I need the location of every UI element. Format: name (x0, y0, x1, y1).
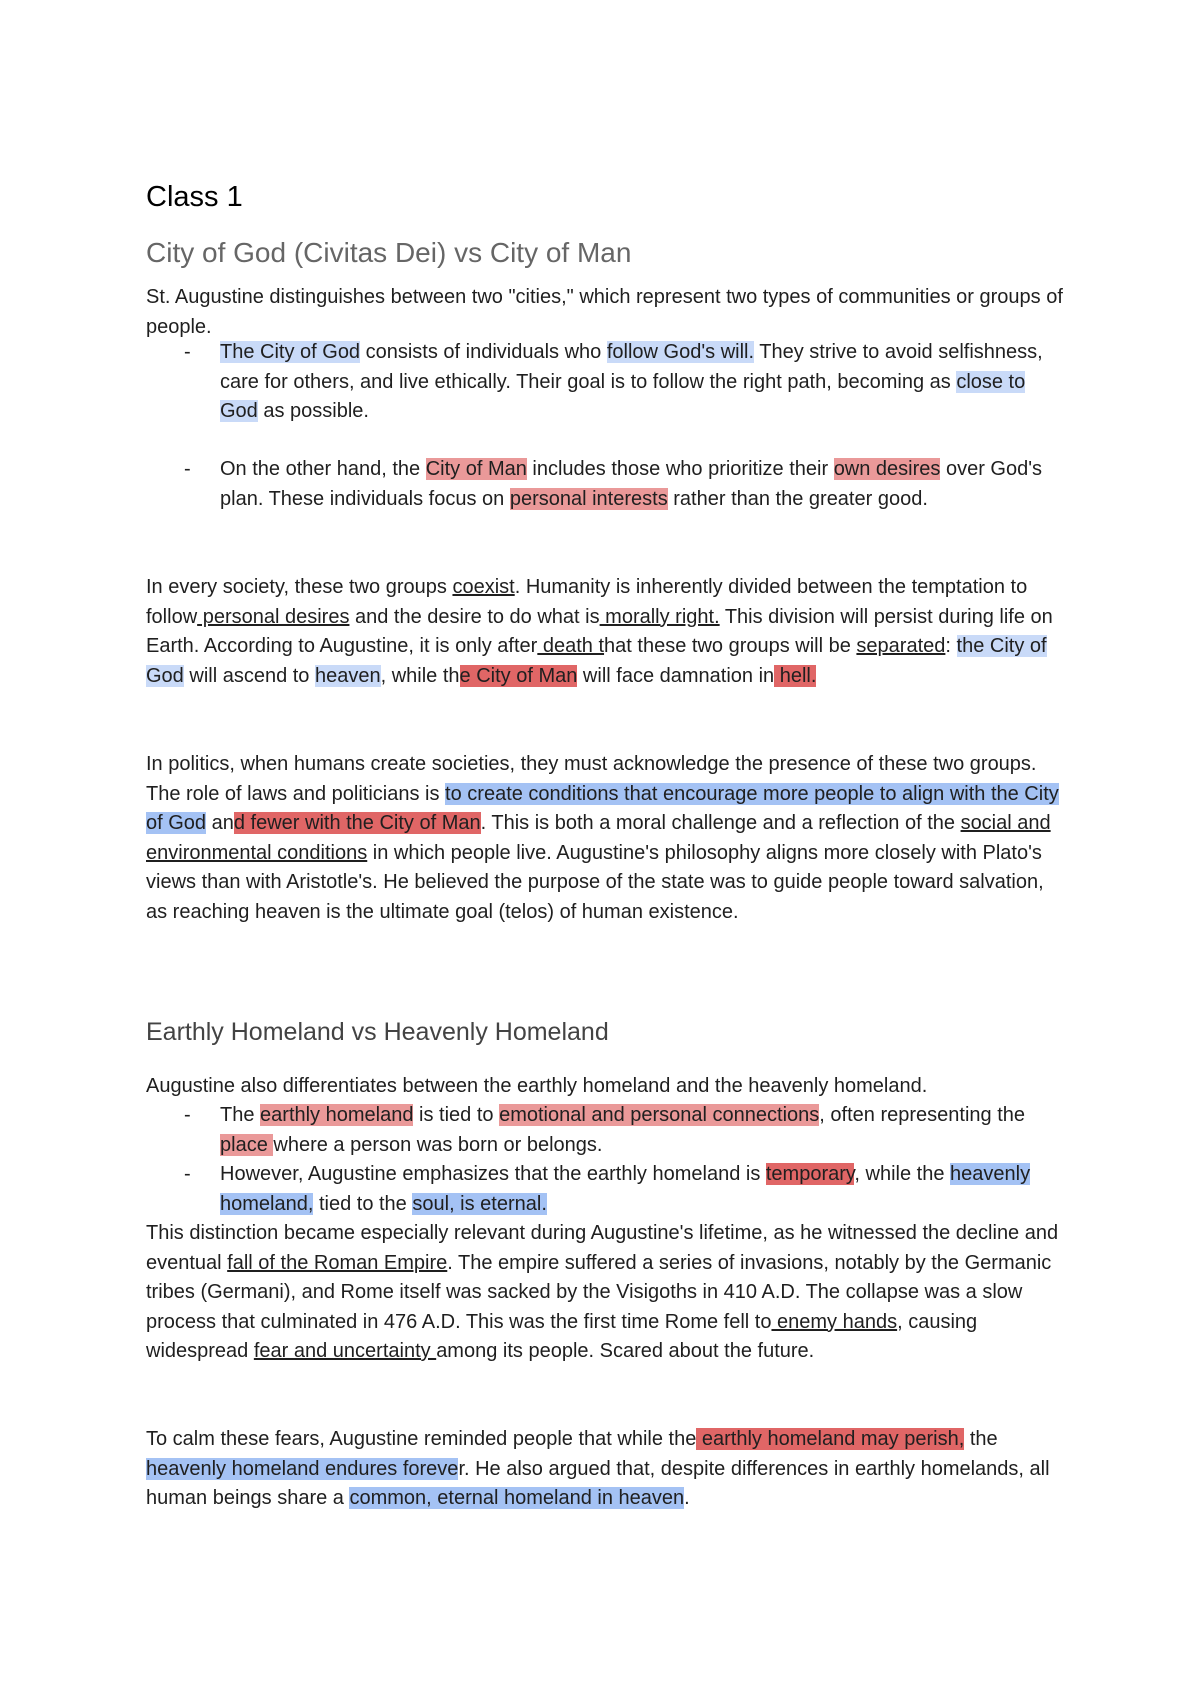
text-run: In every society, these two groups (146, 576, 453, 598)
underlined-text: personal desires (197, 605, 350, 628)
highlight-red: place (220, 1133, 274, 1156)
text-run: rather than the greater good. (667, 487, 928, 510)
highlight-blue: heavenly homeland endures foreve (146, 1457, 459, 1480)
underlined-text: fall of the Roman Empire (227, 1251, 448, 1274)
highlight-red: City of Man (425, 458, 527, 480)
underlined-text: morally right. (599, 605, 720, 628)
text-run: will face damnation in (577, 664, 775, 687)
text-run: . This is both a moral challenge and a reflection of the (480, 812, 961, 834)
highlight-blue: follow God's will. (606, 341, 755, 363)
highlight-red: emotional and personal connections (499, 1104, 820, 1126)
highlight-red: own desires (833, 458, 941, 480)
list-item-city-of-man (146, 455, 1066, 514)
underlined-text: separated (856, 635, 946, 657)
paragraph-coexist (146, 573, 1066, 691)
text-run: an (206, 812, 234, 834)
text-run: among its people. Scared about the future. (436, 1340, 815, 1362)
text-run: as possible. (257, 400, 369, 422)
text-run: is tied to (413, 1104, 500, 1126)
bullet-dash: - (184, 1163, 191, 1185)
underlined-text: enemy hands (771, 1310, 898, 1333)
text-run: includes those who prioritize their (526, 458, 834, 480)
highlight-blue: to create conditions that encourage more people to align with the City of God (146, 782, 1059, 834)
text-run: the (964, 1428, 998, 1450)
text-run: . Humanity is inherently divided between the temptation to follow (146, 576, 1028, 628)
highlight-red: earthly homeland may perish, (696, 1428, 965, 1450)
intro-homeland-paragraph (146, 1072, 1066, 1102)
highlight-blue: the City of God (146, 635, 1047, 687)
highlight-blue: heavenly homeland, (220, 1163, 1031, 1215)
intro-paragraph (146, 283, 1066, 342)
text-run: However, Augustine emphasizes that the earthly homeland is (220, 1163, 766, 1185)
text-run: On the other hand, the (220, 458, 426, 480)
paragraph-politics (146, 750, 1066, 927)
list-item-heavenly-homeland (146, 1160, 1066, 1219)
text-run: hat these two groups will be (604, 635, 857, 657)
list-item-earthly-homeland (146, 1101, 1066, 1160)
highlight-red: temporary (765, 1163, 855, 1185)
page-subtitle: City of God (Civitas Dei) vs City of Man (146, 237, 632, 268)
bullet-dash: - (184, 458, 191, 480)
underlined-text: fear and uncertainty (253, 1340, 437, 1362)
bullet-dash: - (184, 1104, 191, 1126)
text-run: The (220, 1104, 261, 1126)
list-item-city-of-god (146, 338, 1066, 427)
underlined-text: coexist (452, 576, 515, 598)
text-run: . (684, 1487, 690, 1509)
highlight-red: personal interests (509, 487, 668, 510)
highlight-blue: The City of God (220, 341, 361, 363)
text-run: r. He also argued that, despite differences in earthly homelands, all human beings share a (146, 1457, 1050, 1509)
paragraph-roman-empire (146, 1219, 1066, 1367)
text-run: This distinction became especially relevant during Augustine's lifetime, as he witnessed the decline and eventual (146, 1222, 1059, 1274)
text-run: consists of individuals who (360, 341, 607, 363)
bullet-dash: - (184, 341, 191, 363)
text-run: St. Augustine distinguishes between two "cities," which represent two types of communities or groups of people. (146, 286, 1063, 338)
section-heading: Earthly Homeland vs Heavenly Homeland (146, 1018, 609, 1046)
underlined-text: death t (537, 635, 605, 657)
text-run: Augustine also differentiates between the earthly homeland and the heavenly homeland. (146, 1075, 928, 1097)
highlight-red: e City of Man (459, 664, 578, 687)
text-run: in which people live. Augustine's philosophy aligns more closely with Plato's views than with Aristotle's. He believed the purpose of the state was to guide people toward salvation, as reaching heaven is the ultimate goal (telos) of human existence. (146, 841, 1044, 923)
text-run: tied to the (313, 1192, 413, 1215)
highlight-red: hell. (774, 664, 817, 687)
text-run: . The empire suffered a series of invasions, notably by the Germanic tribes (Germani), and Rome itself was sacked by the Visigoths in 410 A.D. The collapse was a slow process that culminated in 476 A.D. This was the first time Rome fell to (146, 1251, 1052, 1333)
paragraph-calm-fears (146, 1425, 1066, 1514)
text-run: where a person was born or belongs. (273, 1133, 603, 1156)
text-run: This division will persist during life on Earth. According to Augustine, it is only after (146, 605, 1053, 657)
highlight-blue: soul, is eternal. (412, 1192, 547, 1215)
page-title: Class 1 (146, 181, 243, 213)
highlight-red: d fewer with the City of Man (233, 812, 481, 834)
highlight-blue: common, eternal homeland in heaven (349, 1487, 685, 1509)
text-run: and the desire to do what is (349, 605, 600, 628)
text-run: : (945, 635, 957, 657)
text-run: They strive to avoid selfishness, care for others, and live ethically. Their goal is to follow the right path, becoming as (220, 341, 1043, 393)
text-run: , while the (854, 1163, 951, 1185)
text-run: To calm these fears, Augustine reminded people that while the (146, 1428, 697, 1450)
underlined-text: social and environmental conditions (146, 812, 1051, 864)
text-run: will ascend to (183, 664, 315, 687)
text-run: , often representing the (819, 1104, 1025, 1126)
highlight-blue: close to God (220, 370, 1026, 422)
text-run: , causing widespread (146, 1310, 978, 1362)
text-run: In politics, when humans create societies, they must acknowledge the presence of these two groups. The role of laws and politicians is (146, 753, 1037, 805)
highlight-blue: heaven (314, 664, 381, 687)
text-run: over God's plan. These individuals focus on (220, 458, 1043, 510)
text-run: , while th (380, 664, 460, 687)
highlight-red: earthly homeland (260, 1104, 414, 1126)
